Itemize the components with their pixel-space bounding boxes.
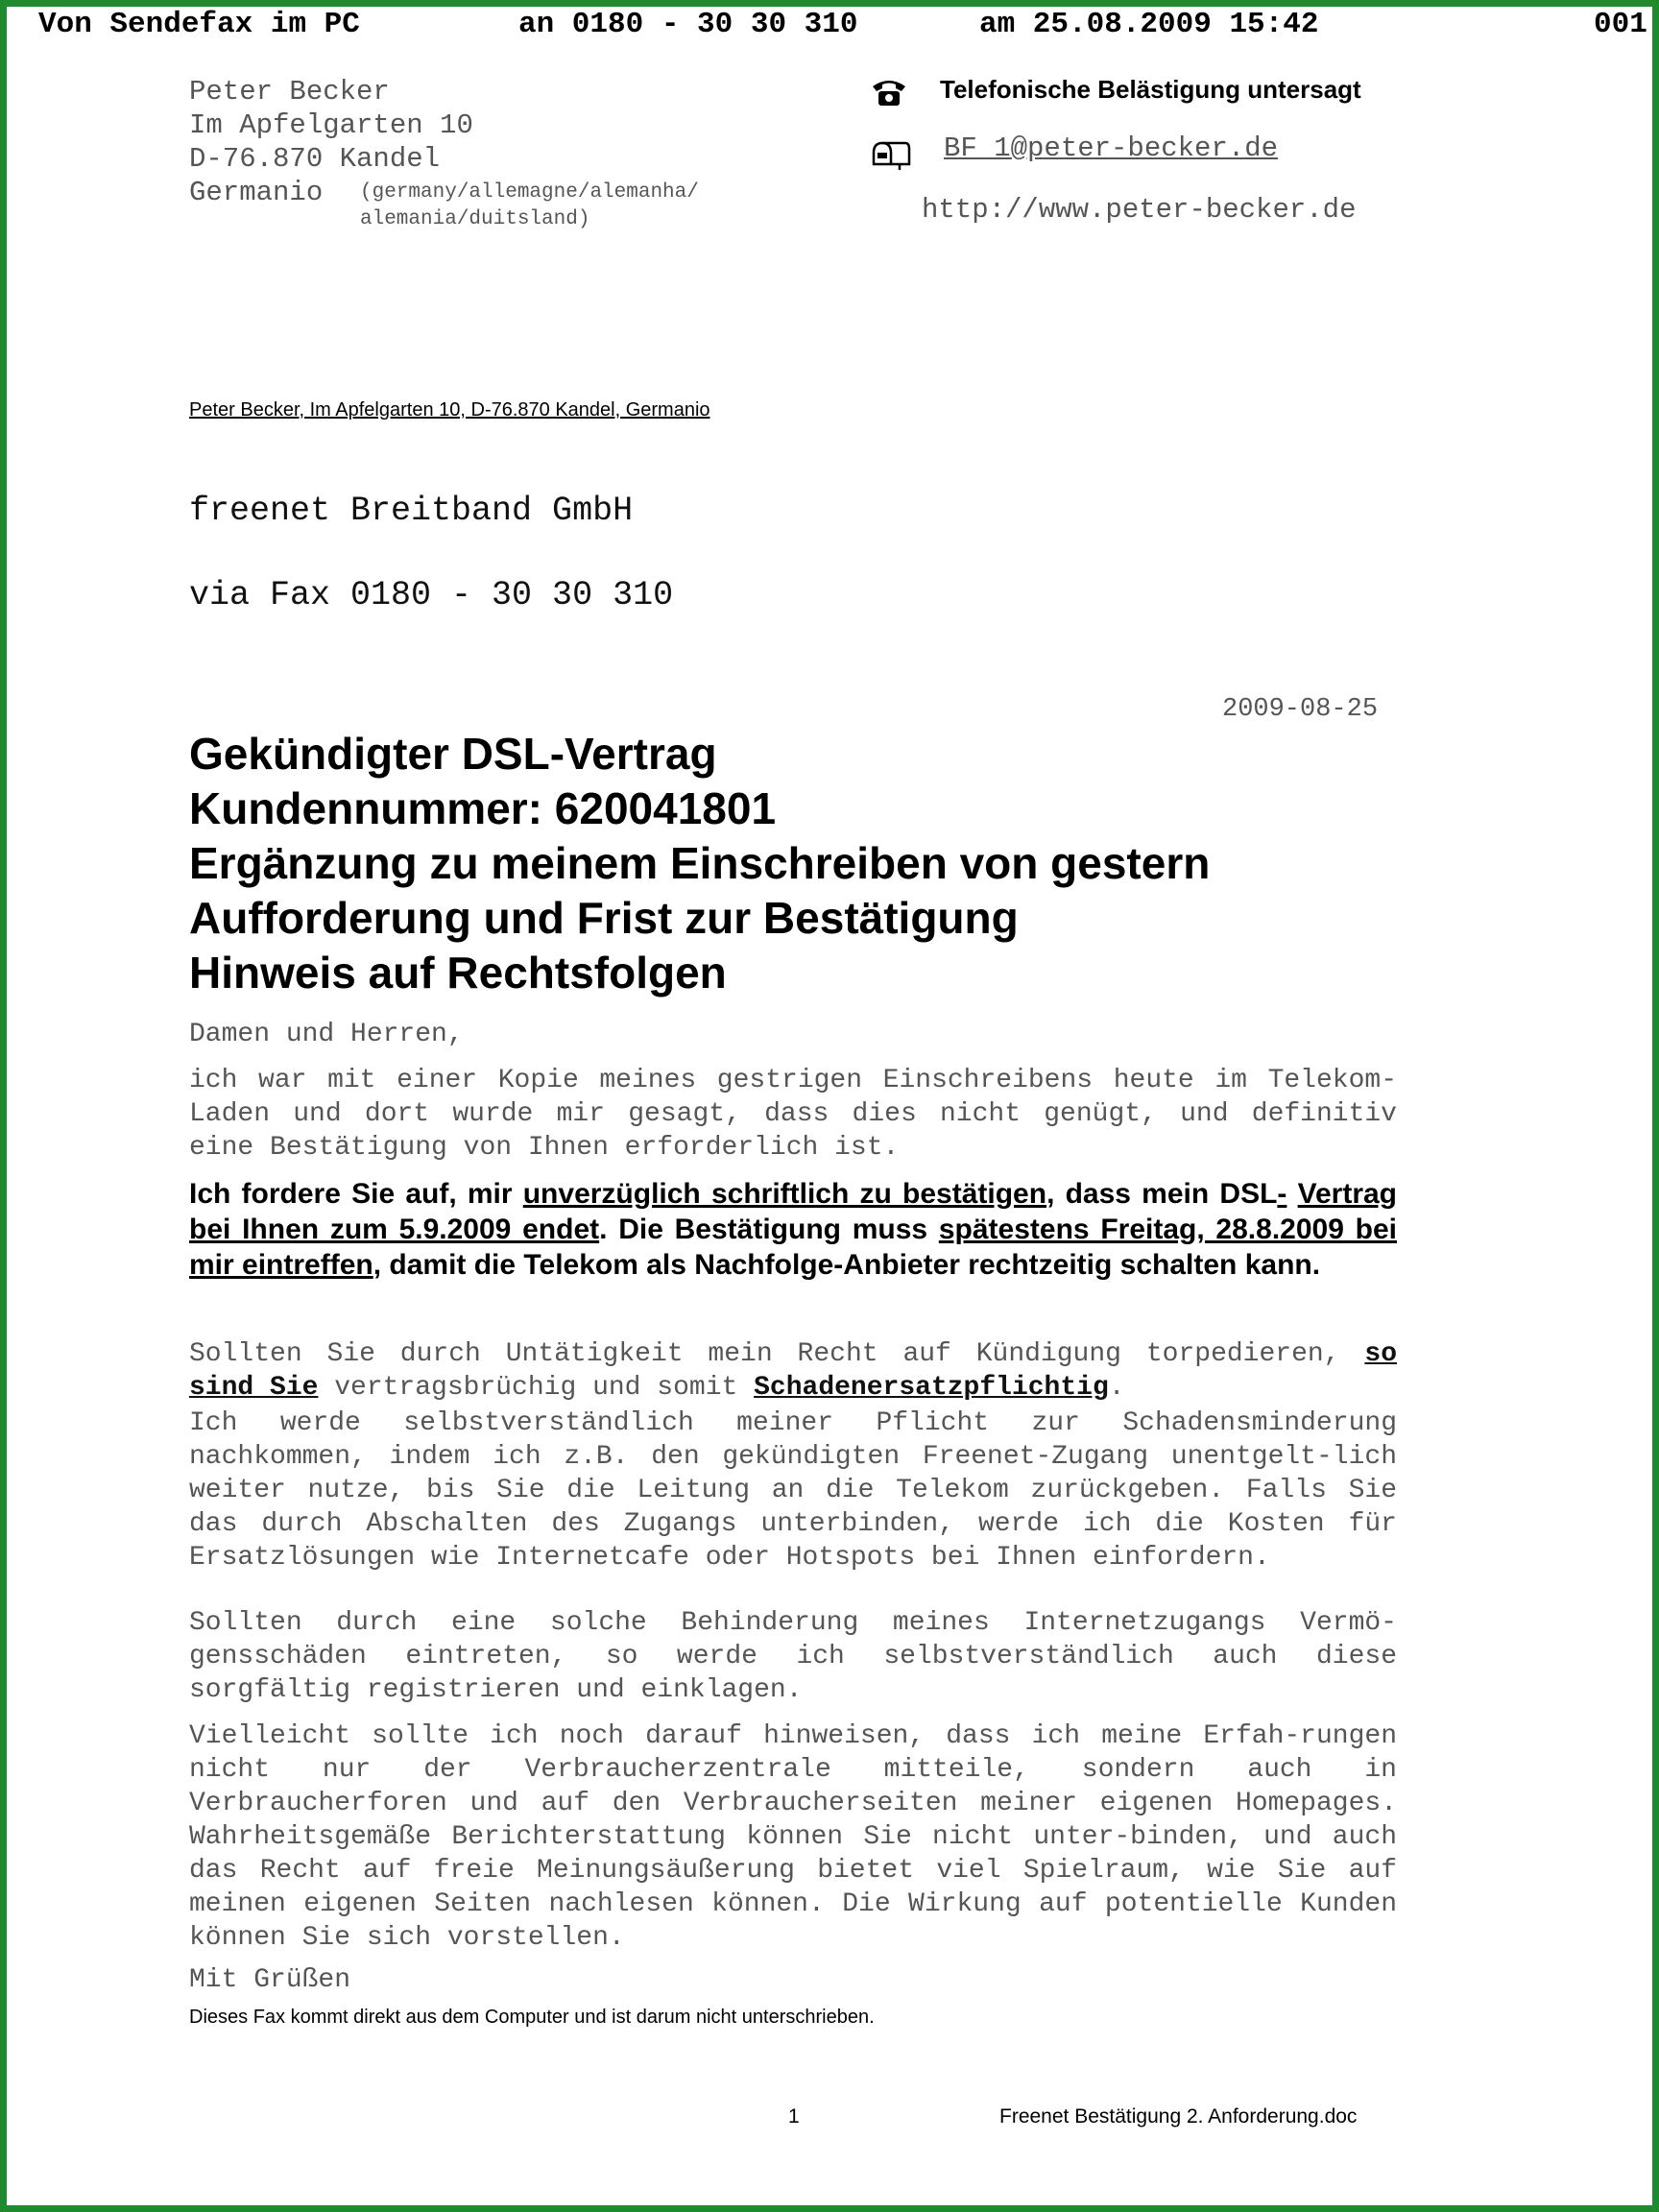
sender-name: Peter Becker xyxy=(189,76,390,108)
paragraph-5: Sollten durch eine solche Behinderung meines Internetzugangs Vermö-gensschäden eintreten, so werde ich selbstverständlich auch diese sorgfältig registrieren und einklagen. xyxy=(189,1608,1397,1705)
p2-text-1: Ich fordere Sie auf, mir xyxy=(189,1178,523,1210)
p2-underline-2: - xyxy=(1277,1178,1287,1210)
fax-header-page: 001 xyxy=(1594,8,1647,41)
page-number: 1 xyxy=(788,2105,800,2128)
p2-text-5: , damit die Telekom als Nachfolge-Anbieter rechtzeitig schalten kann. xyxy=(373,1249,1321,1281)
salutation: Damen und Herren, xyxy=(189,1020,464,1049)
recipient-fax: via Fax 0180 - 30 30 310 xyxy=(189,576,674,614)
subject-line: Hinweis auf Rechtsfolgen xyxy=(189,948,727,998)
paragraph-2 xyxy=(189,1176,1397,1283)
p2-underline-1: unverzüglich schriftlich zu bestätigen xyxy=(522,1178,1047,1210)
email-link[interactable]: BF 1@peter-becker.de xyxy=(944,132,1279,164)
sender-country: Germanio xyxy=(189,177,324,208)
p3-text-1: Sollten Sie durch Untätigkeit mein Recht auf Kündigung torpedieren, xyxy=(189,1339,1365,1369)
sender-city: D-76.870 Kandel xyxy=(189,143,441,175)
p3-text-2: vertragsbrüchig und somit xyxy=(318,1373,755,1403)
p2-text-2: , dass mein DSL xyxy=(1046,1178,1278,1210)
fax-header-date: am 25.08.2009 15:42 xyxy=(979,8,1319,41)
sender-street: Im Apfelgarten 10 xyxy=(189,109,473,141)
phone-note: Telefonische Belästigung untersagt xyxy=(940,75,1361,104)
subject-line: Kundennummer: 620041801 xyxy=(189,783,777,833)
p2-underline-3: Vertrag bei Ihnen zum 5.9.2009 endet xyxy=(189,1178,1397,1245)
subject-line: Ergänzung zu meinem Einschreiben von gestern xyxy=(189,838,1211,888)
paragraph-6: Vielleicht sollte ich noch darauf hinweisen, dass ich meine Erfah-rungen nicht nur der Verbraucherzentrale mitteile, sondern auch in Verbraucherforen und auf den Verbraucherseiten meiner eigenen Homepages. Wahrheitsgemäße Berichterstattung können Sie nicht unter-binden, und auch das Recht auf freie Meinungsäußerung bietet viel Spielraum, wie Sie auf meinen eigenen Seiten nachlesen können. Die Wirkung auf potentielle Kunden können Sie sich vorstellen. xyxy=(189,1721,1397,1953)
p3-text-3: . xyxy=(1108,1373,1125,1403)
mailbox-icon xyxy=(871,139,911,170)
p2-text-4: . Die Bestätigung muss xyxy=(599,1214,939,1245)
paragraph-1: ich war mit einer Kopie meines gestrigen Einschreibens heute im Telekom-Laden und dort wurde mir gesagt, dass dies nicht genügt, und definitiv eine Bestätigung von Ihnen erforderlich ist. xyxy=(189,1066,1397,1163)
sender-country-note-1: (germany/allemagne/alemanha/ xyxy=(360,181,699,204)
subject-line: Gekündigter DSL-Vertrag xyxy=(189,729,717,779)
fax-header-from: Von Sendefax im PC xyxy=(38,8,360,41)
paragraph-3 xyxy=(189,1337,1397,1405)
p3-bold-1: so sind Sie xyxy=(189,1339,1397,1403)
subject-line: Aufforderung und Frist zur Bestätigung xyxy=(189,893,1019,943)
telephone-icon xyxy=(869,75,909,109)
letter-date: 2009-08-25 xyxy=(1222,695,1379,724)
p3-bold-2: Schadenersatzpflichtig xyxy=(754,1373,1109,1403)
closing: Mit Grüßen xyxy=(189,1965,351,1995)
p2-text-3 xyxy=(1286,1178,1297,1210)
fax-header-to: an 0180 - 30 30 310 xyxy=(518,8,858,41)
p2-underline-4: spätestens Freitag, 28.8.2009 bei mir eintreffen xyxy=(189,1214,1397,1281)
return-address: Peter Becker, Im Apfelgarten 10, D-76.870 Kandel, Germanio xyxy=(189,399,710,421)
paragraph-4: Ich werde selbstverständlich meiner Pflicht zur Schadensminderung nachkommen, indem ich z.B. den gekündigten Freenet-Zugang unentgelt-lich weiter nutze, bis Sie die Leitung an die Telekom zurückgeben. Falls Sie das durch Abschalten des Zugangs unterbinden, werde ich die Kosten für Ersatzlösungen wie Internetcafe oder Hotspots bei Ihnen einfordern. xyxy=(189,1408,1397,1573)
subject-block xyxy=(189,727,1437,1000)
recipient-company: freenet Breitband GmbH xyxy=(189,492,634,530)
website-link[interactable]: http://www.peter-becker.de xyxy=(922,194,1357,226)
unsigned-note: Dieses Fax kommt direkt aus dem Computer und ist darum nicht unterschrieben. xyxy=(189,2007,875,2028)
sender-country-note-2: alemania/duitsland) xyxy=(360,208,590,230)
document-filename: Freenet Bestätigung 2. Anforderung.doc xyxy=(999,2105,1358,2128)
